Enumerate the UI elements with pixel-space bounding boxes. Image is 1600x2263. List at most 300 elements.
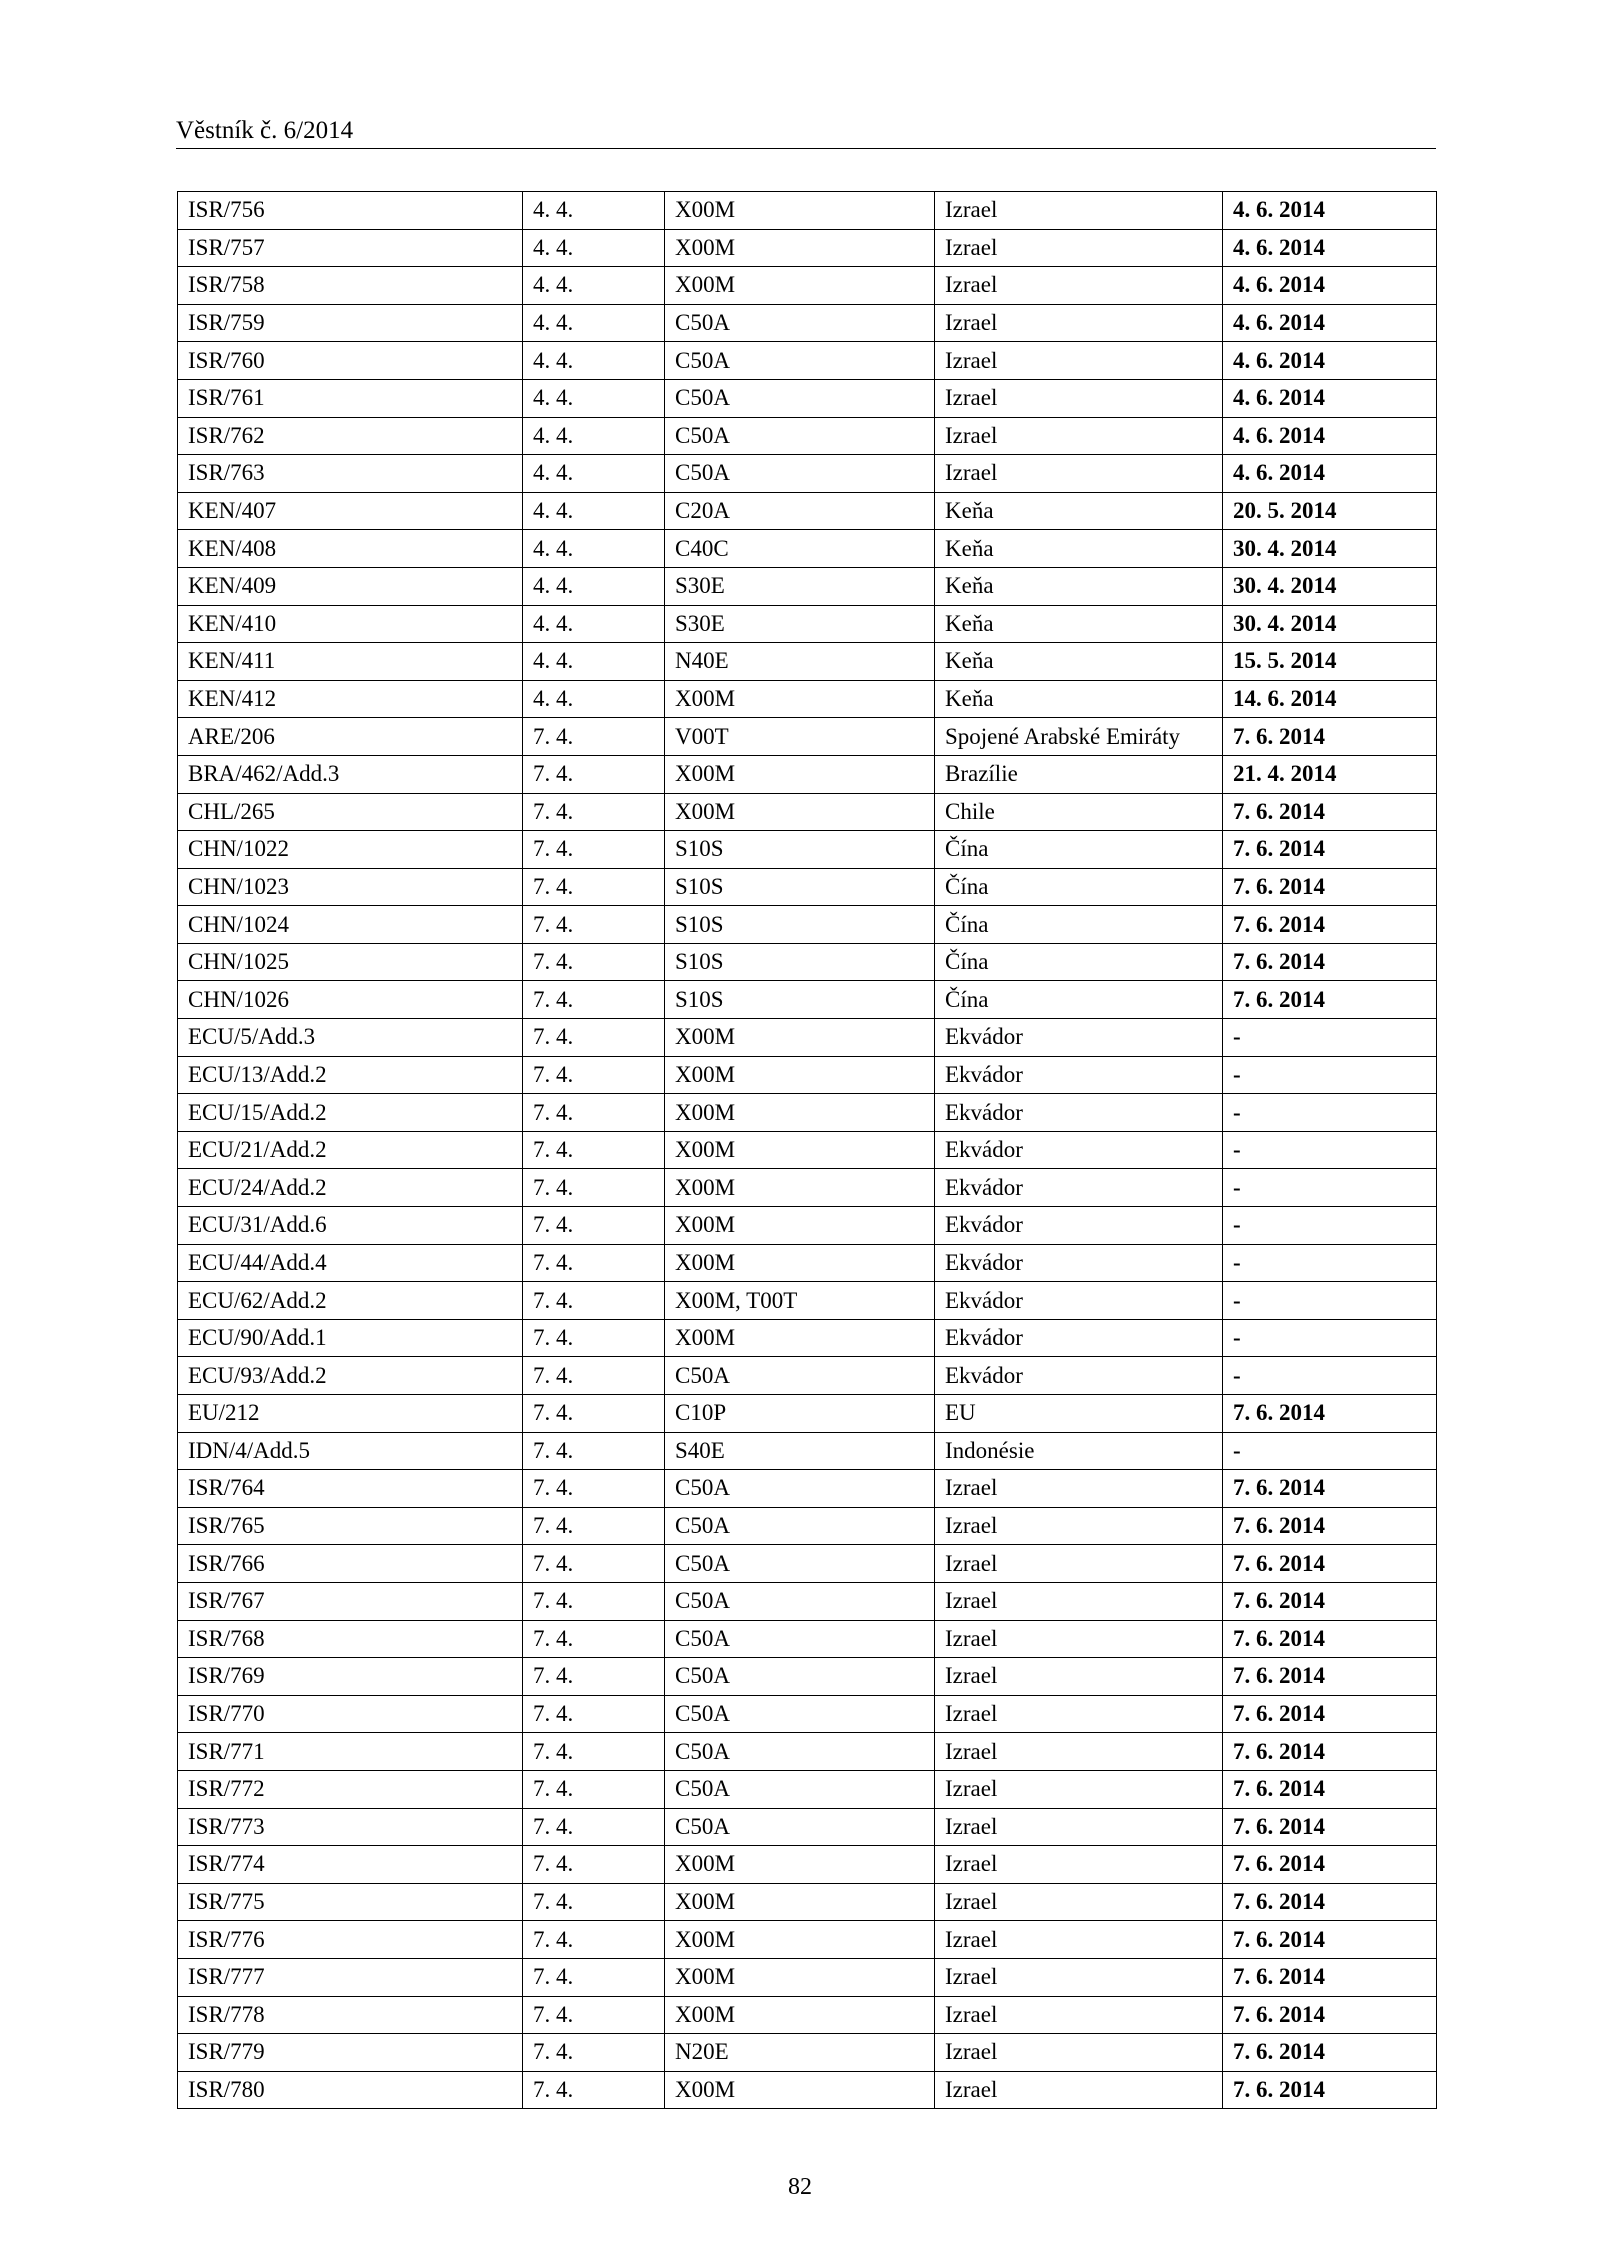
country-cell: Izrael xyxy=(935,1695,1223,1733)
category-code-cell: C50A xyxy=(665,1470,935,1508)
country-cell: Izrael xyxy=(935,1620,1223,1658)
category-code-cell: S10S xyxy=(665,906,935,944)
country-cell: Ekvádor xyxy=(935,1244,1223,1282)
deadline-cell: 7. 6. 2014 xyxy=(1223,981,1437,1019)
table-row xyxy=(178,1658,1437,1696)
country-cell: Ekvádor xyxy=(935,1056,1223,1094)
table-row xyxy=(178,342,1437,380)
page-header xyxy=(176,112,1436,149)
deadline-cell: 7. 6. 2014 xyxy=(1223,1958,1437,1996)
category-code-cell: X00M xyxy=(665,229,935,267)
notification-date-cell: 7. 4. xyxy=(523,1695,665,1733)
document-code-cell: ECU/24/Add.2 xyxy=(178,1169,523,1207)
deadline-cell: 7. 6. 2014 xyxy=(1223,943,1437,981)
table-row xyxy=(178,831,1437,869)
document-code-cell: CHN/1026 xyxy=(178,981,523,1019)
document-code-cell: KEN/410 xyxy=(178,605,523,643)
deadline-cell: 30. 4. 2014 xyxy=(1223,567,1437,605)
country-cell: Ekvádor xyxy=(935,1131,1223,1169)
country-cell: Čína xyxy=(935,981,1223,1019)
category-code-cell: X00M xyxy=(665,1056,935,1094)
document-code-cell: ISR/779 xyxy=(178,2034,523,2072)
category-code-cell: C50A xyxy=(665,304,935,342)
notification-date-cell: 7. 4. xyxy=(523,718,665,756)
country-cell: Čína xyxy=(935,906,1223,944)
document-code-cell: ISR/757 xyxy=(178,229,523,267)
table-row xyxy=(178,530,1437,568)
country-cell: Chile xyxy=(935,793,1223,831)
notification-date-cell: 4. 4. xyxy=(523,342,665,380)
document-code-cell: ECU/15/Add.2 xyxy=(178,1094,523,1132)
document-code-cell: ISR/770 xyxy=(178,1695,523,1733)
deadline-cell: 4. 6. 2014 xyxy=(1223,417,1437,455)
country-cell: Keňa xyxy=(935,643,1223,681)
table-row xyxy=(178,1282,1437,1320)
notification-date-cell: 4. 4. xyxy=(523,304,665,342)
deadline-cell: - xyxy=(1223,1432,1437,1470)
document-code-cell: ISR/759 xyxy=(178,304,523,342)
document-code-cell: ISR/771 xyxy=(178,1733,523,1771)
notification-date-cell: 4. 4. xyxy=(523,643,665,681)
notification-date-cell: 7. 4. xyxy=(523,1658,665,1696)
document-code-cell: ECU/93/Add.2 xyxy=(178,1357,523,1395)
notification-date-cell: 4. 4. xyxy=(523,605,665,643)
deadline-cell: 7. 6. 2014 xyxy=(1223,1545,1437,1583)
document-code-cell: CHN/1025 xyxy=(178,943,523,981)
table-row xyxy=(178,906,1437,944)
country-cell: Brazílie xyxy=(935,755,1223,793)
category-code-cell: X00M, T00T xyxy=(665,1282,935,1320)
notification-date-cell: 7. 4. xyxy=(523,1094,665,1132)
country-cell: Keňa xyxy=(935,492,1223,530)
deadline-cell: 7. 6. 2014 xyxy=(1223,1846,1437,1884)
country-cell: Izrael xyxy=(935,1770,1223,1808)
category-code-cell: S10S xyxy=(665,831,935,869)
deadline-cell: 7. 6. 2014 xyxy=(1223,1620,1437,1658)
table-row xyxy=(178,1131,1437,1169)
notification-date-cell: 7. 4. xyxy=(523,1846,665,1884)
document-code-cell: ISR/760 xyxy=(178,342,523,380)
table-row xyxy=(178,1695,1437,1733)
country-cell: Izrael xyxy=(935,1733,1223,1771)
notification-date-cell: 7. 4. xyxy=(523,1996,665,2034)
table-row xyxy=(178,943,1437,981)
country-cell: Ekvádor xyxy=(935,1357,1223,1395)
category-code-cell: C50A xyxy=(665,379,935,417)
table-row xyxy=(178,1545,1437,1583)
document-code-cell: CHL/265 xyxy=(178,793,523,831)
notification-date-cell: 7. 4. xyxy=(523,1620,665,1658)
document-code-cell: ECU/21/Add.2 xyxy=(178,1131,523,1169)
category-code-cell: X00M xyxy=(665,1958,935,1996)
country-cell: Ekvádor xyxy=(935,1319,1223,1357)
table-row xyxy=(178,1019,1437,1057)
notification-table xyxy=(177,191,1437,2109)
deadline-cell: 4. 6. 2014 xyxy=(1223,229,1437,267)
country-cell: Čína xyxy=(935,943,1223,981)
deadline-cell: - xyxy=(1223,1357,1437,1395)
table-body xyxy=(178,192,1437,2109)
table-row xyxy=(178,192,1437,230)
document-code-cell: ISR/775 xyxy=(178,1883,523,1921)
category-code-cell: X00M xyxy=(665,1019,935,1057)
table-row xyxy=(178,793,1437,831)
deadline-cell: 7. 6. 2014 xyxy=(1223,1808,1437,1846)
document-code-cell: KEN/408 xyxy=(178,530,523,568)
country-cell: EU xyxy=(935,1395,1223,1433)
document-code-cell: ECU/5/Add.3 xyxy=(178,1019,523,1057)
deadline-cell: 4. 6. 2014 xyxy=(1223,304,1437,342)
document-code-cell: ISR/780 xyxy=(178,2071,523,2109)
document-code-cell: ISR/756 xyxy=(178,192,523,230)
table-row xyxy=(178,643,1437,681)
country-cell: Izrael xyxy=(935,1545,1223,1583)
table-row xyxy=(178,417,1437,455)
notification-date-cell: 7. 4. xyxy=(523,1808,665,1846)
notification-date-cell: 4. 4. xyxy=(523,567,665,605)
category-code-cell: X00M xyxy=(665,267,935,305)
deadline-cell: 7. 6. 2014 xyxy=(1223,1996,1437,2034)
notification-date-cell: 4. 4. xyxy=(523,492,665,530)
category-code-cell: N20E xyxy=(665,2034,935,2072)
table-row xyxy=(178,1582,1437,1620)
table-row xyxy=(178,718,1437,756)
notification-date-cell: 7. 4. xyxy=(523,981,665,1019)
document-code-cell: ISR/766 xyxy=(178,1545,523,1583)
document-code-cell: ISR/774 xyxy=(178,1846,523,1884)
table-row xyxy=(178,2034,1437,2072)
notification-date-cell: 4. 4. xyxy=(523,417,665,455)
table-row xyxy=(178,1357,1437,1395)
deadline-cell: - xyxy=(1223,1019,1437,1057)
deadline-cell: 7. 6. 2014 xyxy=(1223,1507,1437,1545)
deadline-cell: 14. 6. 2014 xyxy=(1223,680,1437,718)
category-code-cell: C50A xyxy=(665,1770,935,1808)
country-cell: Ekvádor xyxy=(935,1169,1223,1207)
table-row xyxy=(178,1432,1437,1470)
category-code-cell: N40E xyxy=(665,643,935,681)
notification-date-cell: 7. 4. xyxy=(523,1470,665,1508)
deadline-cell: 7. 6. 2014 xyxy=(1223,1770,1437,1808)
notification-date-cell: 7. 4. xyxy=(523,1545,665,1583)
document-code-cell: CHN/1024 xyxy=(178,906,523,944)
deadline-cell: 4. 6. 2014 xyxy=(1223,342,1437,380)
category-code-cell: X00M xyxy=(665,793,935,831)
category-code-cell: X00M xyxy=(665,1244,935,1282)
notification-date-cell: 7. 4. xyxy=(523,868,665,906)
country-cell: Čína xyxy=(935,868,1223,906)
document-code-cell: ISR/761 xyxy=(178,379,523,417)
table-row xyxy=(178,379,1437,417)
document-code-cell: KEN/409 xyxy=(178,567,523,605)
category-code-cell: X00M xyxy=(665,1921,935,1959)
notification-date-cell: 4. 4. xyxy=(523,530,665,568)
country-cell: Ekvádor xyxy=(935,1019,1223,1057)
table-row xyxy=(178,492,1437,530)
category-code-cell: S40E xyxy=(665,1432,935,1470)
category-code-cell: C50A xyxy=(665,417,935,455)
table-row xyxy=(178,1169,1437,1207)
deadline-cell: 7. 6. 2014 xyxy=(1223,831,1437,869)
deadline-cell: - xyxy=(1223,1282,1437,1320)
deadline-cell: 4. 6. 2014 xyxy=(1223,267,1437,305)
document-code-cell: CHN/1023 xyxy=(178,868,523,906)
notification-date-cell: 7. 4. xyxy=(523,2034,665,2072)
notification-date-cell: 7. 4. xyxy=(523,1019,665,1057)
document-code-cell: ISR/762 xyxy=(178,417,523,455)
deadline-cell: - xyxy=(1223,1207,1437,1245)
notification-date-cell: 7. 4. xyxy=(523,793,665,831)
notification-date-cell: 7. 4. xyxy=(523,1131,665,1169)
deadline-cell: - xyxy=(1223,1056,1437,1094)
deadline-cell: 7. 6. 2014 xyxy=(1223,1470,1437,1508)
deadline-cell: - xyxy=(1223,1131,1437,1169)
country-cell: Izrael xyxy=(935,1921,1223,1959)
category-code-cell: C40C xyxy=(665,530,935,568)
table-row xyxy=(178,1996,1437,2034)
category-code-cell: X00M xyxy=(665,192,935,230)
country-cell: Izrael xyxy=(935,455,1223,493)
category-code-cell: S10S xyxy=(665,943,935,981)
notification-date-cell: 4. 4. xyxy=(523,455,665,493)
category-code-cell: X00M xyxy=(665,2071,935,2109)
deadline-cell: 7. 6. 2014 xyxy=(1223,868,1437,906)
deadline-cell: 7. 6. 2014 xyxy=(1223,1395,1437,1433)
category-code-cell: X00M xyxy=(665,755,935,793)
country-cell: Izrael xyxy=(935,1996,1223,2034)
document-code-cell: ISR/778 xyxy=(178,1996,523,2034)
country-cell: Izrael xyxy=(935,267,1223,305)
category-code-cell: C50A xyxy=(665,1695,935,1733)
deadline-cell: 7. 6. 2014 xyxy=(1223,1695,1437,1733)
category-code-cell: X00M xyxy=(665,1883,935,1921)
country-cell: Ekvádor xyxy=(935,1094,1223,1132)
deadline-cell: - xyxy=(1223,1094,1437,1132)
category-code-cell: X00M xyxy=(665,1094,935,1132)
category-code-cell: C50A xyxy=(665,342,935,380)
notification-date-cell: 4. 4. xyxy=(523,267,665,305)
document-code-cell: KEN/407 xyxy=(178,492,523,530)
country-cell: Izrael xyxy=(935,2034,1223,2072)
table-row xyxy=(178,868,1437,906)
deadline-cell: 7. 6. 2014 xyxy=(1223,793,1437,831)
table-row xyxy=(178,680,1437,718)
category-code-cell: S30E xyxy=(665,567,935,605)
table-row xyxy=(178,1846,1437,1884)
table-row xyxy=(178,1056,1437,1094)
country-cell: Izrael xyxy=(935,1958,1223,1996)
page-number: 82 xyxy=(788,2174,812,2200)
document-code-cell: ISR/768 xyxy=(178,1620,523,1658)
deadline-cell: 15. 5. 2014 xyxy=(1223,643,1437,681)
country-cell: Izrael xyxy=(935,1808,1223,1846)
table-row xyxy=(178,1808,1437,1846)
country-cell: Indonésie xyxy=(935,1432,1223,1470)
country-cell: Izrael xyxy=(935,1846,1223,1884)
document-code-cell: ECU/44/Add.4 xyxy=(178,1244,523,1282)
document-code-cell: IDN/4/Add.5 xyxy=(178,1432,523,1470)
table-row xyxy=(178,2071,1437,2109)
notification-date-cell: 7. 4. xyxy=(523,1319,665,1357)
category-code-cell: S10S xyxy=(665,981,935,1019)
notification-date-cell: 7. 4. xyxy=(523,831,665,869)
country-cell: Keňa xyxy=(935,567,1223,605)
category-code-cell: S30E xyxy=(665,605,935,643)
country-cell: Keňa xyxy=(935,530,1223,568)
table-row xyxy=(178,1770,1437,1808)
country-cell: Izrael xyxy=(935,2071,1223,2109)
deadline-cell: 7. 6. 2014 xyxy=(1223,906,1437,944)
category-code-cell: C50A xyxy=(665,1808,935,1846)
country-cell: Izrael xyxy=(935,1883,1223,1921)
country-cell: Ekvádor xyxy=(935,1207,1223,1245)
category-code-cell: X00M xyxy=(665,1319,935,1357)
deadline-cell: - xyxy=(1223,1319,1437,1357)
document-code-cell: ECU/31/Add.6 xyxy=(178,1207,523,1245)
category-code-cell: C50A xyxy=(665,1620,935,1658)
deadline-cell: 7. 6. 2014 xyxy=(1223,1582,1437,1620)
category-code-cell: X00M xyxy=(665,1131,935,1169)
country-cell: Čína xyxy=(935,831,1223,869)
table-row xyxy=(178,567,1437,605)
table-row xyxy=(178,1319,1437,1357)
table-row xyxy=(178,1620,1437,1658)
table-row xyxy=(178,1244,1437,1282)
deadline-cell: 4. 6. 2014 xyxy=(1223,455,1437,493)
notification-date-cell: 7. 4. xyxy=(523,906,665,944)
document-code-cell: ISR/776 xyxy=(178,1921,523,1959)
country-cell: Ekvádor xyxy=(935,1282,1223,1320)
notification-date-cell: 7. 4. xyxy=(523,2071,665,2109)
deadline-cell: 30. 4. 2014 xyxy=(1223,605,1437,643)
document-code-cell: ISR/773 xyxy=(178,1808,523,1846)
notification-date-cell: 4. 4. xyxy=(523,680,665,718)
notification-date-cell: 7. 4. xyxy=(523,1395,665,1433)
document-code-cell: ISR/764 xyxy=(178,1470,523,1508)
notification-date-cell: 7. 4. xyxy=(523,1770,665,1808)
deadline-cell: 4. 6. 2014 xyxy=(1223,379,1437,417)
deadline-cell: 7. 6. 2014 xyxy=(1223,1921,1437,1959)
category-code-cell: X00M xyxy=(665,1996,935,2034)
category-code-cell: C50A xyxy=(665,1582,935,1620)
notification-date-cell: 4. 4. xyxy=(523,379,665,417)
page-header-title: Věstník č. 6/2014 xyxy=(176,117,354,144)
country-cell: Keňa xyxy=(935,680,1223,718)
category-code-cell: V00T xyxy=(665,718,935,756)
document-code-cell: ISR/758 xyxy=(178,267,523,305)
deadline-cell: - xyxy=(1223,1169,1437,1207)
notification-date-cell: 4. 4. xyxy=(523,192,665,230)
document-code-cell: ISR/767 xyxy=(178,1582,523,1620)
table-row xyxy=(178,605,1437,643)
document-code-cell: BRA/462/Add.3 xyxy=(178,755,523,793)
notification-date-cell: 7. 4. xyxy=(523,1883,665,1921)
notification-date-cell: 7. 4. xyxy=(523,1582,665,1620)
deadline-cell: 7. 6. 2014 xyxy=(1223,2071,1437,2109)
country-cell: Izrael xyxy=(935,1507,1223,1545)
document-code-cell: ISR/777 xyxy=(178,1958,523,1996)
notification-date-cell: 7. 4. xyxy=(523,1733,665,1771)
category-code-cell: C50A xyxy=(665,1545,935,1583)
deadline-cell: 7. 6. 2014 xyxy=(1223,718,1437,756)
country-cell: Izrael xyxy=(935,1582,1223,1620)
document-code-cell: ECU/62/Add.2 xyxy=(178,1282,523,1320)
table-row xyxy=(178,267,1437,305)
category-code-cell: X00M xyxy=(665,1207,935,1245)
table-row xyxy=(178,1958,1437,1996)
country-cell: Izrael xyxy=(935,229,1223,267)
deadline-cell: - xyxy=(1223,1244,1437,1282)
notification-date-cell: 7. 4. xyxy=(523,1207,665,1245)
document-code-cell: EU/212 xyxy=(178,1395,523,1433)
notification-date-cell: 7. 4. xyxy=(523,943,665,981)
document-code-cell: ISR/765 xyxy=(178,1507,523,1545)
category-code-cell: C50A xyxy=(665,1357,935,1395)
deadline-cell: 7. 6. 2014 xyxy=(1223,1658,1437,1696)
document-code-cell: KEN/411 xyxy=(178,643,523,681)
table-row xyxy=(178,1921,1437,1959)
country-cell: Izrael xyxy=(935,379,1223,417)
country-cell: Keňa xyxy=(935,605,1223,643)
country-cell: Izrael xyxy=(935,342,1223,380)
table-row xyxy=(178,304,1437,342)
notification-date-cell: 7. 4. xyxy=(523,1507,665,1545)
deadline-cell: 7. 6. 2014 xyxy=(1223,2034,1437,2072)
notification-date-cell: 4. 4. xyxy=(523,229,665,267)
table-row xyxy=(178,1094,1437,1132)
category-code-cell: X00M xyxy=(665,680,935,718)
document-code-cell: ISR/763 xyxy=(178,455,523,493)
table-row xyxy=(178,1207,1437,1245)
deadline-cell: 4. 6. 2014 xyxy=(1223,192,1437,230)
deadline-cell: 20. 5. 2014 xyxy=(1223,492,1437,530)
category-code-cell: S10S xyxy=(665,868,935,906)
category-code-cell: C50A xyxy=(665,1733,935,1771)
category-code-cell: C20A xyxy=(665,492,935,530)
table-row xyxy=(178,1883,1437,1921)
deadline-cell: 21. 4. 2014 xyxy=(1223,755,1437,793)
table-row xyxy=(178,981,1437,1019)
category-code-cell: X00M xyxy=(665,1169,935,1207)
country-cell: Izrael xyxy=(935,1470,1223,1508)
deadline-cell: 7. 6. 2014 xyxy=(1223,1733,1437,1771)
document-code-cell: CHN/1022 xyxy=(178,831,523,869)
category-code-cell: C50A xyxy=(665,1658,935,1696)
document-code-cell: ISR/769 xyxy=(178,1658,523,1696)
table-row xyxy=(178,755,1437,793)
notification-date-cell: 7. 4. xyxy=(523,1056,665,1094)
notification-date-cell: 7. 4. xyxy=(523,1921,665,1959)
document-code-cell: ARE/206 xyxy=(178,718,523,756)
document-code-cell: ECU/13/Add.2 xyxy=(178,1056,523,1094)
country-cell: Izrael xyxy=(935,417,1223,455)
deadline-cell: 30. 4. 2014 xyxy=(1223,530,1437,568)
table-row xyxy=(178,1470,1437,1508)
category-code-cell: C50A xyxy=(665,455,935,493)
table-row xyxy=(178,229,1437,267)
deadline-cell: 7. 6. 2014 xyxy=(1223,1883,1437,1921)
category-code-cell: X00M xyxy=(665,1846,935,1884)
notification-date-cell: 7. 4. xyxy=(523,1282,665,1320)
notification-date-cell: 7. 4. xyxy=(523,1357,665,1395)
table-row xyxy=(178,1733,1437,1771)
table-row xyxy=(178,1507,1437,1545)
table-row xyxy=(178,1395,1437,1433)
category-code-cell: C50A xyxy=(665,1507,935,1545)
notification-date-cell: 7. 4. xyxy=(523,1432,665,1470)
category-code-cell: C10P xyxy=(665,1395,935,1433)
table-row xyxy=(178,455,1437,493)
